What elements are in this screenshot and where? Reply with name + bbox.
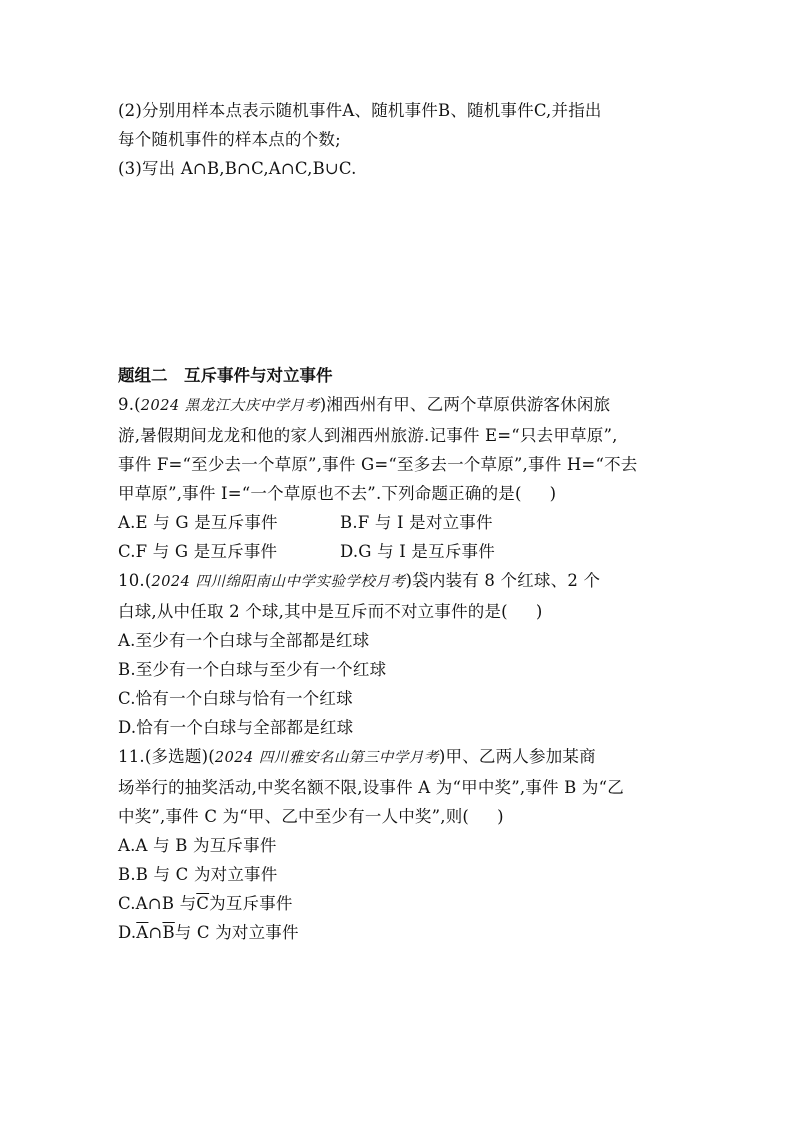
q9-line-1-text: )湘西州有甲、乙两个草原供游客休闲旅 (319, 395, 611, 414)
q10-line-2-text: 白球,从中任取 2 个球,其中是互斥而不对立事件的是( (118, 602, 508, 621)
complement-c: $\overline{C}$ (196, 894, 210, 913)
q11-option-d-tail: 与 C 为对立事件 (174, 923, 299, 942)
q10-option-c: C.恰有一个白球与恰有一个红球 (118, 689, 353, 708)
intersection-symbol: ∩ (148, 923, 163, 942)
q10-line-1-text: )袋内装有 8 个红球、2 个 (405, 571, 601, 590)
worksheet-page (118, 96, 678, 947)
q9-line-3: 事件 F=“至少去一个草原”,事件 G=“至多去一个草原”,事件 H=“不去 (118, 455, 638, 474)
q10-number: 10.( (118, 571, 152, 590)
q11-option-c (118, 889, 678, 918)
q11-line-3-close: ) (497, 807, 504, 826)
q9-option-a: A.E 与 G 是互斥事件 (118, 513, 278, 532)
q9-number: 9.( (118, 395, 141, 414)
q9-line-1 (118, 390, 678, 421)
q11-option-d-label: D. (118, 923, 137, 942)
q9-line-2: 游,暑假期间龙龙和他的家人到湘西州旅游.记事件 E=“只去甲草原”, (118, 426, 618, 445)
q11-line-3 (118, 802, 678, 831)
q9-option-d: D.G 与 I 是互斥事件 (340, 542, 495, 561)
q9-line-4-text: 甲草原”,事件 I=“一个草原也不去”.下列命题正确的是( (118, 484, 522, 503)
q9-options-row-1 (118, 508, 678, 537)
q9-option-c: C.F 与 G 是互斥事件 (118, 542, 278, 561)
q9-options-row-2 (118, 537, 678, 566)
q11-option-d (118, 918, 678, 947)
part-3-line: (3)写出 A∩B,B∩C,A∩C,B∪C. (118, 159, 357, 178)
q9-source: 2024 黑龙江大庆中学月考 (140, 398, 320, 414)
q10-option-a: A.至少有一个白球与全部都是红球 (118, 631, 370, 650)
complement-a: $\overline{A}$ (136, 923, 149, 942)
q10-line-1 (118, 566, 678, 597)
q10-option-d: D.恰有一个白球与全部都是红球 (118, 718, 354, 737)
part-2-line-1: (2)分别用样本点表示随机事件A、随机事件B、随机事件C,并指出 (118, 101, 602, 120)
q9-option-b: B.F 与 I 是对立事件 (340, 513, 493, 532)
q10-source: 2024 四川绵阳南山中学实验学校月考 (151, 574, 406, 590)
q9-line-4-close: ) (549, 484, 557, 503)
group-title: 题组二 互斥事件与对立事件 (118, 366, 333, 385)
q10-line-2 (118, 597, 678, 626)
q11-line-1-text: )甲、乙两人参加某商 (438, 747, 596, 766)
q11-option-b: B.B 与 C 为对立事件 (118, 865, 278, 884)
complement-b: $\overline{B}$ (162, 923, 175, 942)
answer-space (118, 183, 678, 359)
q11-option-c-text: C.A∩B 与 (118, 894, 197, 913)
q10-line-2-close: ) (535, 602, 543, 621)
q9-line-4 (118, 479, 678, 508)
q11-option-c-tail: 为互斥事件 (209, 894, 293, 913)
q11-source: 2024 四川雅安名山第三中学月考 (214, 750, 439, 766)
q11-line-1 (118, 742, 678, 773)
q11-line-3-text: 中奖”,事件 C 为“甲、乙中至少有一人中奖”,则( (118, 807, 470, 826)
q10-option-b: B.至少有一个白球与至少有一个红球 (118, 660, 387, 679)
q11-number: 11.(多选题)( (118, 747, 215, 766)
q11-option-a: A.A 与 B 为互斥事件 (118, 836, 277, 855)
part-2-line-2: 每个随机事件的样本点的个数; (118, 130, 341, 149)
q11-line-2: 场举行的抽奖活动,中奖名额不限,设事件 A 为“甲中奖”,事件 B 为“乙 (118, 778, 624, 797)
